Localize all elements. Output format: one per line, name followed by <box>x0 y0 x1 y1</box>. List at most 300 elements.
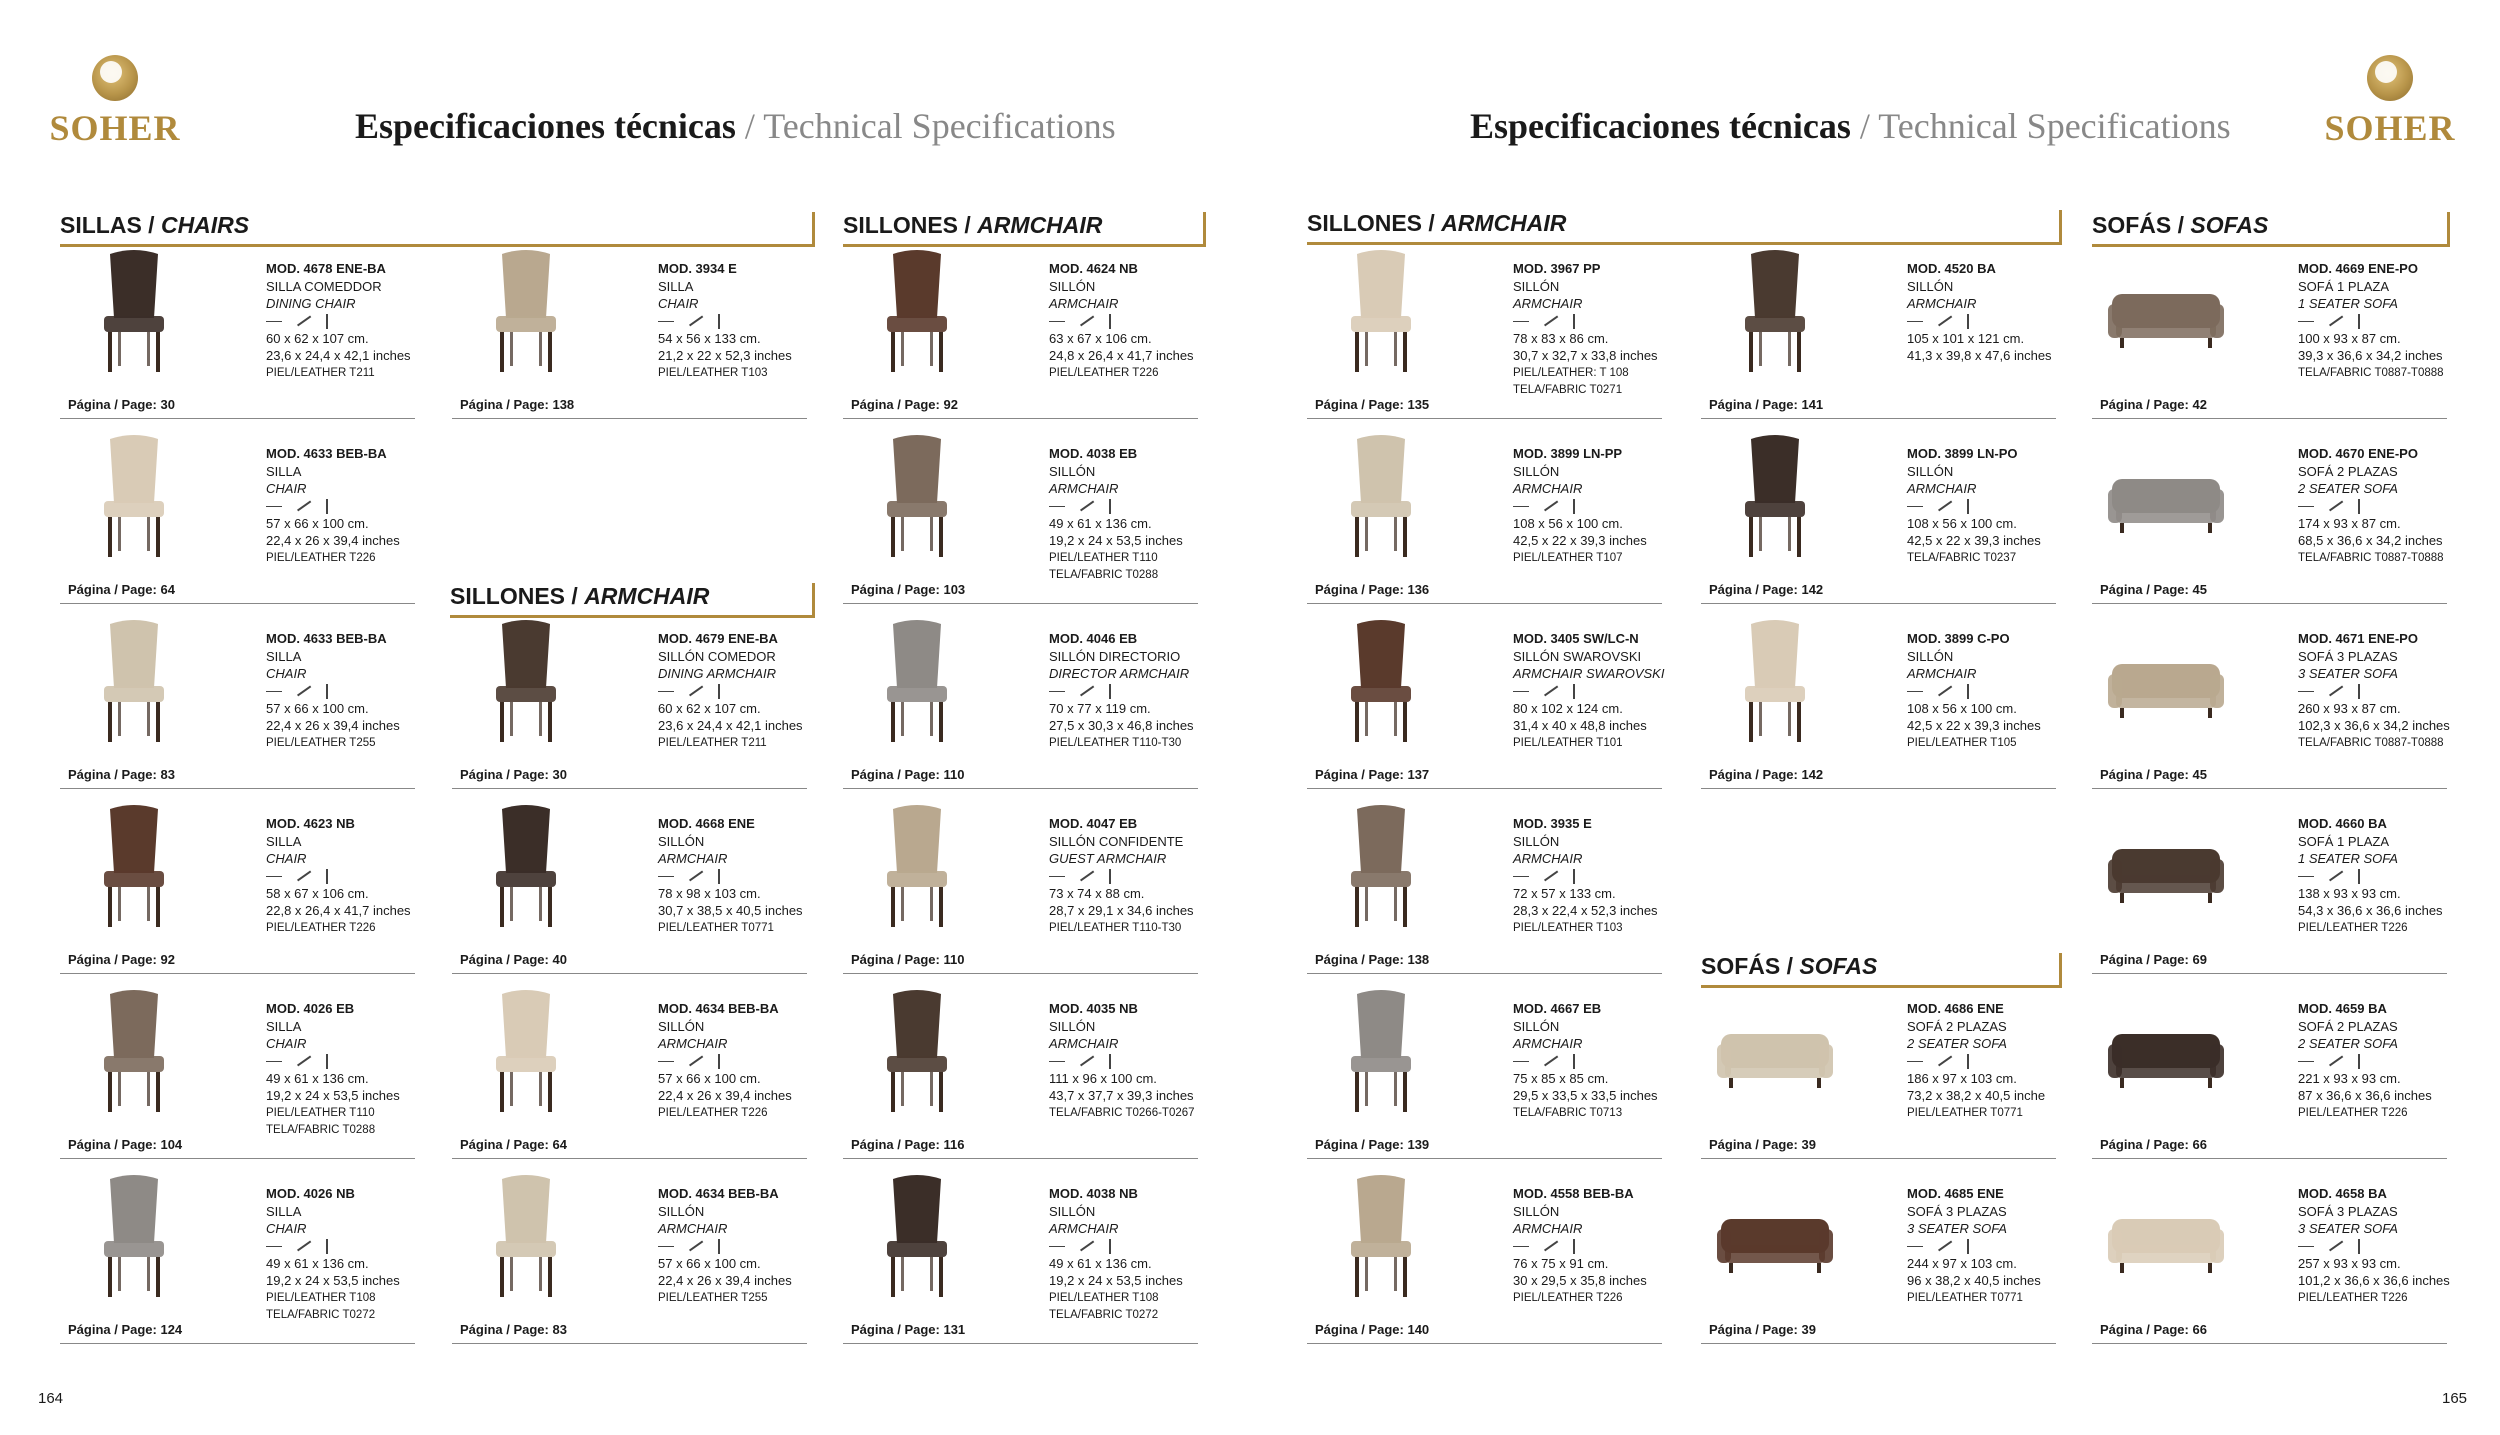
product-name-en: ARMCHAIR <box>1513 851 1583 866</box>
product-spec <box>266 1000 400 1140</box>
page-reference: Página / Page: 66 <box>2100 1322 2207 1337</box>
material: PIEL/LEATHER T255 <box>266 736 376 749</box>
product-name-en: 2 SEATER SOFA <box>1907 1036 2007 1051</box>
material: PIEL/LEATHER: T 108 <box>1513 366 1629 379</box>
product-card <box>1701 232 2056 419</box>
product-card <box>1701 972 2056 1159</box>
height-icon <box>1109 869 1111 884</box>
chair-image <box>1321 429 1441 564</box>
material: PIEL/LEATHER T110-T30 <box>1049 736 1182 749</box>
dimension-icons <box>2298 1053 2432 1070</box>
product-spec <box>658 260 792 382</box>
dimensions-inches: 39,3 x 36,6 x 34,2 inches <box>2298 348 2443 363</box>
width-icon <box>658 1061 674 1062</box>
sofa-image <box>2106 1169 2226 1304</box>
product-name-en: ARMCHAIR <box>658 851 728 866</box>
model-number: MOD. 4623 NB <box>266 816 355 831</box>
depth-icon <box>689 316 703 326</box>
product-card <box>452 232 807 419</box>
chair-image <box>74 614 194 749</box>
product-name-es: SOFÁ 3 PLAZAS <box>2298 648 2398 664</box>
dimensions-inches: 41,3 x 39,8 x 47,6 inches <box>1907 348 2052 363</box>
model-number: MOD. 3935 E <box>1513 816 1592 831</box>
dimensions-cm: 108 x 56 x 100 cm. <box>1907 515 2017 531</box>
product-name-es: SOFÁ 1 PLAZA <box>2298 278 2390 294</box>
brand-mark-icon <box>92 55 138 101</box>
dimension-icons <box>266 1238 400 1255</box>
material: PIEL/LEATHER T108 <box>266 1291 376 1304</box>
width-icon <box>658 321 674 322</box>
model-number: MOD. 4633 BEB-BA <box>266 631 387 646</box>
page-reference: Página / Page: 142 <box>1709 582 1824 597</box>
chair-image <box>1321 614 1441 749</box>
dimension-icons <box>1513 683 1664 700</box>
depth-icon <box>2329 871 2343 881</box>
dimensions-cm: 105 x 101 x 121 cm. <box>1907 330 2025 346</box>
width-icon <box>2298 321 2314 322</box>
width-icon <box>266 321 282 322</box>
depth-icon <box>297 501 311 511</box>
model-number: MOD. 4667 EB <box>1513 1001 1602 1016</box>
material: TELA/FABRIC T0887-T0888 <box>2298 551 2444 564</box>
product-card <box>2092 787 2447 974</box>
height-icon <box>1109 1239 1111 1254</box>
chair-image <box>1321 799 1441 934</box>
page-reference: Página / Page: 141 <box>1709 397 1824 412</box>
material: PIEL/LEATHER T110 <box>1049 551 1158 564</box>
product-card <box>60 417 415 604</box>
model-number: MOD. 4038 EB <box>1049 446 1138 461</box>
model-number: MOD. 4046 EB <box>1049 631 1138 646</box>
product-card <box>2092 232 2447 419</box>
material: TELA/FABRIC T0272 <box>1049 1309 1159 1321</box>
product-name-es: SILLÓN <box>658 1018 705 1034</box>
dimensions-inches: 27,5 x 30,3 x 46,8 inches <box>1049 718 1194 733</box>
dimension-icons <box>1907 1053 2045 1070</box>
height-icon <box>1573 1239 1575 1254</box>
depth-icon <box>689 1241 703 1251</box>
section-heading-sillones: SILLONES / ARMCHAIR <box>450 583 815 618</box>
product-name-es: SOFÁ 2 PLAZAS <box>2298 463 2398 479</box>
product-spec <box>2298 260 2444 382</box>
product-name-es: SILLA <box>266 1203 302 1219</box>
chair-image <box>1321 984 1441 1119</box>
dimensions-cm: 174 x 93 x 87 cm. <box>2298 515 2401 531</box>
brand-logo-left <box>45 55 185 149</box>
product-card <box>452 602 807 789</box>
product-name-en: ARMCHAIR <box>1049 1036 1119 1051</box>
chair-image <box>74 799 194 934</box>
page-reference: Página / Page: 83 <box>460 1322 567 1337</box>
dimension-icons <box>1049 868 1194 885</box>
width-icon <box>1907 691 1923 692</box>
product-name-es: SILLA <box>658 278 694 294</box>
height-icon <box>2358 1054 2360 1069</box>
dimensions-cm: 257 x 93 x 93 cm. <box>2298 1255 2401 1271</box>
width-icon <box>1049 691 1065 692</box>
model-number: MOD. 4026 NB <box>266 1186 355 1201</box>
width-icon <box>1513 691 1529 692</box>
dimensions-inches: 19,2 x 24 x 53,5 inches <box>1049 1273 1183 1288</box>
page-reference: Página / Page: 42 <box>2100 397 2207 412</box>
product-name-es: SOFÁ 3 PLAZAS <box>2298 1203 2398 1219</box>
width-icon <box>1513 876 1529 877</box>
product-name-en: ARMCHAIR <box>1049 1221 1119 1236</box>
chair-image <box>857 1169 977 1304</box>
depth-icon <box>1080 1056 1094 1066</box>
product-card <box>1701 602 2056 789</box>
depth-icon <box>297 316 311 326</box>
dimension-icons <box>1907 1238 2041 1255</box>
material: PIEL/LEATHER T226 <box>1049 366 1159 379</box>
product-name-es: SILLÓN <box>1049 1018 1096 1034</box>
model-number: MOD. 3967 PP <box>1513 261 1601 276</box>
section-heading-sofas: SOFÁS / SOFAS <box>2092 212 2450 247</box>
page-reference: Página / Page: 136 <box>1315 582 1430 597</box>
product-name-en: CHAIR <box>266 1221 307 1236</box>
width-icon <box>2298 1061 2314 1062</box>
dimensions-cm: 57 x 66 x 100 cm. <box>266 700 369 716</box>
product-spec <box>1907 260 2052 365</box>
product-card <box>60 232 415 419</box>
product-name-en: ARMCHAIR SWAROVSKI <box>1513 666 1665 681</box>
material: PIEL/LEATHER T226 <box>266 921 376 934</box>
product-spec <box>658 1000 792 1122</box>
dimension-icons <box>266 868 411 885</box>
sofa-image <box>1715 1169 1835 1304</box>
product-name-en: ARMCHAIR <box>1049 481 1119 496</box>
product-name-en: ARMCHAIR <box>1513 1036 1583 1051</box>
product-name-en: 3 SEATER SOFA <box>2298 1221 2398 1236</box>
sofa-image <box>2106 984 2226 1119</box>
dimensions-cm: 221 x 93 x 93 cm. <box>2298 1070 2401 1086</box>
product-name-es: SILLÓN <box>1049 278 1096 294</box>
page-reference: Página / Page: 142 <box>1709 767 1824 782</box>
page-reference: Página / Page: 138 <box>460 397 575 412</box>
model-number: MOD. 4660 BA <box>2298 816 2387 831</box>
dimensions-inches: 19,2 x 24 x 53,5 inches <box>266 1273 400 1288</box>
depth-icon <box>1544 1241 1558 1251</box>
model-number: MOD. 4659 BA <box>2298 1001 2387 1016</box>
material: PIEL/LEATHER T226 <box>266 551 376 564</box>
product-spec <box>658 630 803 752</box>
model-number: MOD. 4685 ENE <box>1907 1186 2004 1201</box>
width-icon <box>1049 506 1065 507</box>
dimensions-inches: 22,8 x 26,4 x 41,7 inches <box>266 903 411 918</box>
material: TELA/FABRIC T0266-T0267 <box>1049 1106 1195 1119</box>
product-name-es: SILLÓN <box>1513 278 1560 294</box>
product-name-es: SOFÁ 2 PLAZAS <box>2298 1018 2398 1034</box>
width-icon <box>1049 876 1065 877</box>
dimensions-inches: 22,4 x 26 x 39,4 inches <box>658 1088 792 1103</box>
brand-wordmark: SOHER <box>2324 108 2456 148</box>
depth-icon <box>297 686 311 696</box>
dimensions-cm: 260 x 93 x 87 cm. <box>2298 700 2401 716</box>
height-icon <box>326 499 328 514</box>
dimensions-cm: 75 x 85 x 85 cm. <box>1513 1070 1609 1086</box>
product-card <box>452 1157 807 1344</box>
depth-icon <box>1544 501 1558 511</box>
brand-mark-icon <box>2367 55 2413 101</box>
width-icon <box>2298 691 2314 692</box>
product-name-es: SILLÓN <box>1513 1203 1560 1219</box>
product-spec <box>658 815 803 937</box>
dimension-icons <box>1907 498 2041 515</box>
product-card <box>843 417 1198 604</box>
height-icon <box>2358 314 2360 329</box>
model-number: MOD. 4558 BEB-BA <box>1513 1186 1634 1201</box>
model-number: MOD. 4035 NB <box>1049 1001 1138 1016</box>
width-icon <box>1049 321 1065 322</box>
material: PIEL/LEATHER T226 <box>1513 1291 1623 1304</box>
height-icon <box>718 869 720 884</box>
product-name-en: 1 SEATER SOFA <box>2298 851 2398 866</box>
product-name-en: ARMCHAIR <box>1049 296 1119 311</box>
width-icon <box>2298 1246 2314 1247</box>
height-icon <box>1573 1054 1575 1069</box>
product-spec <box>266 630 400 752</box>
page-reference: Página / Page: 64 <box>68 582 175 597</box>
page-reference: Página / Page: 137 <box>1315 767 1430 782</box>
page-reference: Página / Page: 30 <box>68 397 175 412</box>
product-spec <box>2298 1185 2450 1307</box>
dimensions-inches: 42,5 x 22 x 39,3 inches <box>1513 533 1647 548</box>
product-spec <box>1049 815 1194 937</box>
material: PIEL/LEATHER T108 <box>1049 1291 1159 1304</box>
height-icon <box>1967 1054 1969 1069</box>
height-icon <box>326 314 328 329</box>
depth-icon <box>1080 871 1094 881</box>
model-number: MOD. 4624 NB <box>1049 261 1138 276</box>
section-heading-sofas: SOFÁS / SOFAS <box>1701 953 2062 988</box>
product-card <box>2092 417 2447 604</box>
dimension-icons <box>658 868 803 885</box>
product-card <box>2092 1157 2450 1344</box>
dimensions-cm: 57 x 66 x 100 cm. <box>266 515 369 531</box>
page-reference: Página / Page: 39 <box>1709 1137 1816 1152</box>
model-number: MOD. 4686 ENE <box>1907 1001 2004 1016</box>
height-icon <box>1967 499 1969 514</box>
material: PIEL/LEATHER T0771 <box>1907 1291 2023 1304</box>
product-spec <box>266 1185 400 1325</box>
product-name-es: SILLA <box>266 833 302 849</box>
height-icon <box>1573 499 1575 514</box>
sofa-image <box>2106 799 2226 934</box>
product-spec <box>1513 260 1658 400</box>
model-number: MOD. 4520 BA <box>1907 261 1996 276</box>
product-card <box>60 1157 415 1344</box>
product-name-es: SILLÓN DIRECTORIO <box>1049 648 1181 664</box>
product-spec <box>2298 815 2443 937</box>
page-reference: Página / Page: 64 <box>460 1137 567 1152</box>
product-name-es: SILLA COMEDDOR <box>266 278 382 294</box>
product-name-es: SOFÁ 1 PLAZA <box>2298 833 2390 849</box>
chair-image <box>74 244 194 379</box>
depth-icon <box>2329 686 2343 696</box>
dimensions-cm: 49 x 61 x 136 cm. <box>266 1255 369 1271</box>
width-icon <box>658 1246 674 1247</box>
dimensions-inches: 30 x 29,5 x 35,8 inches <box>1513 1273 1647 1288</box>
material: PIEL/LEATHER T226 <box>2298 1106 2408 1119</box>
depth-icon <box>1938 316 1952 326</box>
model-number: MOD. 3899 LN-PO <box>1907 446 2018 461</box>
material: PIEL/LEATHER T107 <box>1513 551 1623 564</box>
page-reference: Página / Page: 110 <box>851 952 965 967</box>
height-icon <box>1109 314 1111 329</box>
height-icon <box>1109 684 1111 699</box>
page-number-right: 165 <box>2442 1390 2468 1407</box>
width-icon <box>266 876 282 877</box>
product-name-es: SILLÓN SWAROVSKI <box>1513 648 1642 664</box>
sofa-image <box>2106 429 2226 564</box>
page-reference: Página / Page: 92 <box>68 952 175 967</box>
height-icon <box>2358 1239 2360 1254</box>
dimensions-inches: 22,4 x 26 x 39,4 inches <box>658 1273 792 1288</box>
dimensions-cm: 138 x 93 x 93 cm. <box>2298 885 2401 901</box>
product-name-en: 3 SEATER SOFA <box>2298 666 2398 681</box>
dimensions-cm: 49 x 61 x 136 cm. <box>1049 1255 1152 1271</box>
width-icon <box>658 876 674 877</box>
product-spec <box>1907 1185 2041 1307</box>
height-icon <box>2358 499 2360 514</box>
width-icon <box>266 1061 282 1062</box>
depth-icon <box>689 871 703 881</box>
product-name-en: ARMCHAIR <box>658 1036 728 1051</box>
dimensions-cm: 108 x 56 x 100 cm. <box>1513 515 1623 531</box>
product-name-es: SILLÓN <box>1907 648 1954 664</box>
dimensions-cm: 60 x 62 x 107 cm. <box>266 330 369 346</box>
dimensions-cm: 76 x 75 x 91 cm. <box>1513 1255 1609 1271</box>
dimension-icons <box>1513 868 1658 885</box>
depth-icon <box>297 1241 311 1251</box>
width-icon <box>1049 1061 1065 1062</box>
section-heading-sillones: SILLONES / ARMCHAIR <box>1307 210 2062 245</box>
brand-wordmark: SOHER <box>49 108 181 148</box>
chair-image <box>1715 614 1835 749</box>
material: PIEL/LEATHER T101 <box>1513 736 1623 749</box>
sofa-image <box>1715 984 1835 1119</box>
product-name-en: ARMCHAIR <box>1907 666 1977 681</box>
sofa-image <box>2106 614 2226 749</box>
page-reference: Página / Page: 30 <box>460 767 567 782</box>
dimensions-inches: 31,4 x 40 x 48,8 inches <box>1513 718 1647 733</box>
material: PIEL/LEATHER T0771 <box>658 921 774 934</box>
dimensions-inches: 42,5 x 22 x 39,3 inches <box>1907 718 2041 733</box>
dimension-icons <box>1049 1053 1195 1070</box>
dimensions-cm: 57 x 66 x 100 cm. <box>658 1255 761 1271</box>
height-icon <box>718 1239 720 1254</box>
product-spec <box>1907 1000 2045 1122</box>
chair-image <box>857 429 977 564</box>
material: PIEL/LEATHER T110 <box>266 1106 375 1119</box>
dimensions-cm: 72 x 57 x 133 cm. <box>1513 885 1616 901</box>
dimensions-inches: 23,6 x 24,4 x 42,1 inches <box>658 718 803 733</box>
chair-image <box>1715 429 1835 564</box>
model-number: MOD. 4026 EB <box>266 1001 355 1016</box>
width-icon <box>266 691 282 692</box>
page-reference: Página / Page: 39 <box>1709 1322 1816 1337</box>
material: PIEL/LEATHER T226 <box>2298 921 2408 934</box>
dimensions-cm: 78 x 83 x 86 cm. <box>1513 330 1609 346</box>
depth-icon <box>1544 686 1558 696</box>
dimension-icons <box>266 498 400 515</box>
page-reference: Página / Page: 116 <box>851 1137 965 1152</box>
page-reference: Página / Page: 110 <box>851 767 965 782</box>
product-name-es: SILLÓN <box>658 833 705 849</box>
material: PIEL/LEATHER T211 <box>266 366 375 379</box>
page-title-left: Especificaciones técnicas / Technical Specifications <box>355 106 1116 146</box>
page-reference: Página / Page: 139 <box>1315 1137 1430 1152</box>
width-icon <box>1907 506 1923 507</box>
product-name-es: SILLA <box>266 463 302 479</box>
depth-icon <box>1080 686 1094 696</box>
dimension-icons <box>1049 1238 1183 1255</box>
depth-icon <box>1544 871 1558 881</box>
dimension-icons <box>266 683 400 700</box>
product-name-es: SILLÓN <box>1513 463 1560 479</box>
page-reference: Página / Page: 66 <box>2100 1137 2207 1152</box>
depth-icon <box>1544 316 1558 326</box>
product-card <box>843 1157 1198 1344</box>
material: TELA/FABRIC T0288 <box>1049 569 1159 581</box>
dimensions-inches: 54,3 x 36,6 x 36,6 inches <box>2298 903 2443 918</box>
material: PIEL/LEATHER T255 <box>658 1291 768 1304</box>
dimensions-inches: 68,5 x 36,6 x 34,2 inches <box>2298 533 2443 548</box>
dimensions-inches: 101,2 x 36,6 x 36,6 inches <box>2298 1273 2450 1288</box>
depth-icon <box>1080 501 1094 511</box>
model-number: MOD. 4658 BA <box>2298 1186 2387 1201</box>
dimension-icons <box>1049 683 1194 700</box>
depth-icon <box>689 686 703 696</box>
depth-icon <box>2329 501 2343 511</box>
width-icon <box>1907 1061 1923 1062</box>
material: PIEL/LEATHER T0771 <box>1907 1106 2023 1119</box>
dimension-icons <box>1513 313 1658 330</box>
height-icon <box>326 1054 328 1069</box>
product-name-es: SILLÓN <box>1513 833 1560 849</box>
page-reference: Página / Page: 124 <box>68 1322 183 1337</box>
material: TELA/FABRIC T0272 <box>266 1309 376 1321</box>
product-card <box>1307 417 1662 604</box>
model-number: MOD. 4670 ENE-PO <box>2298 446 2418 461</box>
chair-image <box>857 984 977 1119</box>
model-number: MOD. 4634 BEB-BA <box>658 1001 779 1016</box>
material: PIEL/LEATHER T103 <box>1513 921 1623 934</box>
material: TELA/FABRIC T0713 <box>1513 1106 1623 1119</box>
material: PIEL/LEATHER T226 <box>2298 1291 2408 1304</box>
product-card <box>1701 1157 2056 1344</box>
height-icon <box>1573 684 1575 699</box>
model-number: MOD. 4671 ENE-PO <box>2298 631 2418 646</box>
material: TELA/FABRIC T0288 <box>266 1124 376 1136</box>
material: TELA/FABRIC T0887-T0888 <box>2298 366 2444 379</box>
section-heading-sillones: SILLONES / ARMCHAIR <box>843 212 1206 247</box>
product-name-en: ARMCHAIR <box>1513 1221 1583 1236</box>
product-card <box>1701 417 2056 604</box>
dimensions-cm: 54 x 56 x 133 cm. <box>658 330 761 346</box>
width-icon <box>1513 506 1529 507</box>
dimension-icons <box>1907 313 2052 330</box>
dimensions-inches: 102,3 x 36,6 x 34,2 inches <box>2298 718 2450 733</box>
page-reference: Página / Page: 131 <box>851 1322 966 1337</box>
dimensions-cm: 108 x 56 x 100 cm. <box>1907 700 2017 716</box>
material: PIEL/LEATHER T103 <box>658 366 768 379</box>
dimensions-cm: 100 x 93 x 87 cm. <box>2298 330 2401 346</box>
width-icon <box>1513 1061 1529 1062</box>
width-icon <box>2298 506 2314 507</box>
width-icon <box>2298 876 2314 877</box>
dimensions-cm: 80 x 102 x 124 cm. <box>1513 700 1623 716</box>
